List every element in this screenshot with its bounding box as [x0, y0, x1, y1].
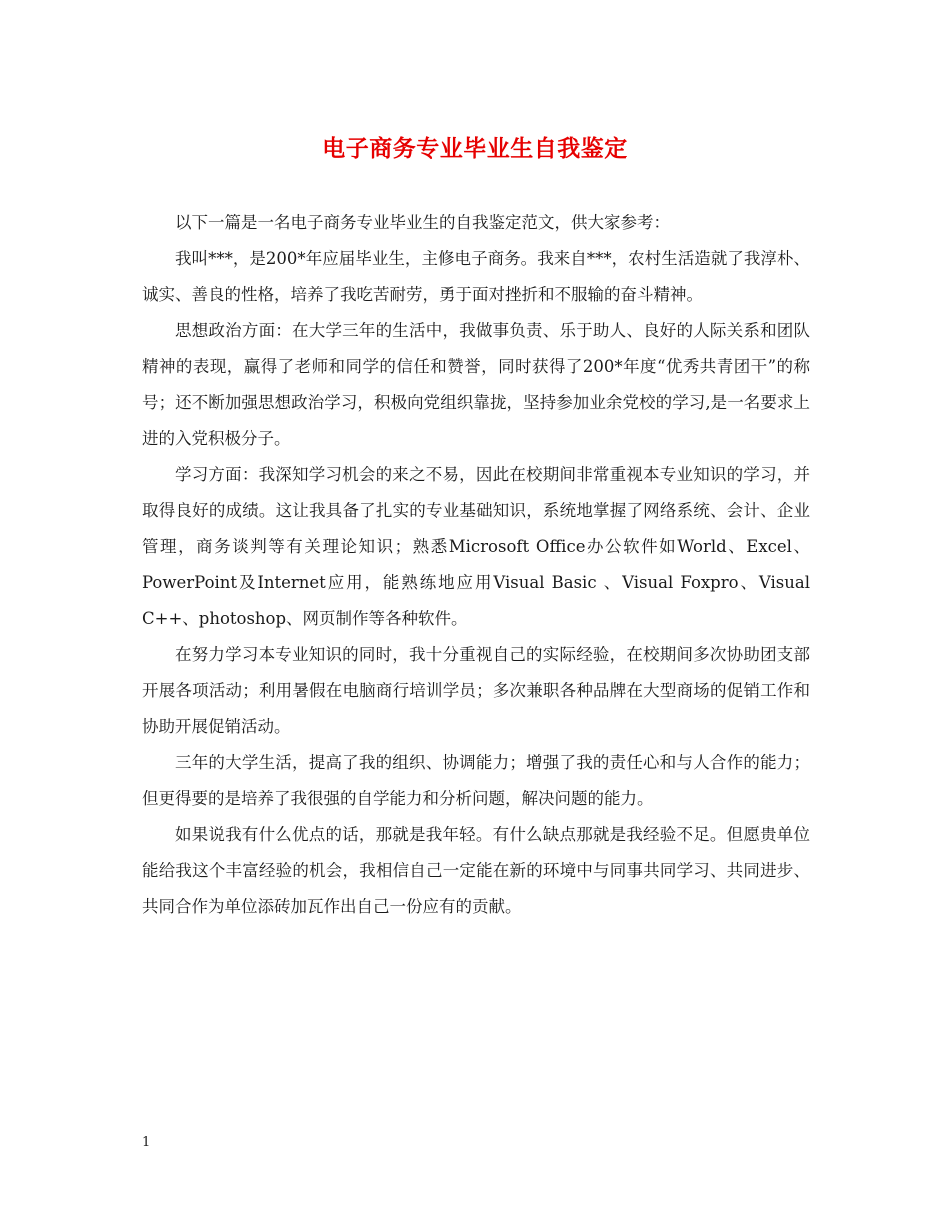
- paragraph-study: 学习方面：我深知学习机会的来之不易，因此在校期间非常重视本专业知识的学习，并取得良好的成绩。这让我具备了扎实的专业基础知识，系统地掌握了网络系统、会计、企业管理，商务谈判等有关理论知识；熟悉Microsoft Office办公软件如World、Excel、PowerPoint及Internet应用，能熟练地应用Visual Basic 、Visual Foxpro、Visual C++、photoshop、网页制作等各种软件。: [142, 465, 810, 628]
- document-title: 电子商务专业毕业生自我鉴定: [322, 136, 628, 162]
- document-body: [142, 205, 810, 925]
- page-number: 1: [142, 1135, 151, 1150]
- paragraph-political: 思想政治方面：在大学三年的生活中，我做事负责、乐于助人、良好的人际关系和团队精神的表现，赢得了老师和同学的信任和赞誉，同时获得了200*年度“优秀共青团干”的称号；还不断加强思想政治学习，积极向党组织靠拢，坚持参加业余党校的学习,是一名要求上进的入党积极分子。: [142, 321, 810, 448]
- paragraph-intro: 以下一篇是一名电子商务专业毕业生的自我鉴定范文，供大家参考：: [175, 213, 670, 232]
- paragraph-practice: 在努力学习本专业知识的同时，我十分重视自己的实际经验，在校期间多次协助团支部开展各项活动；利用暑假在电脑商行培训学员；多次兼职各种品牌在大型商场的促销工作和协助开展促销活动。: [142, 645, 810, 736]
- paragraph-conclusion: 如果说我有什么优点的话，那就是我年轻。有什么缺点那就是我经验不足。但愿贵单位能给我这个丰富经验的机会，我相信自己一定能在新的环境中与同事共同学习、共同进步、共同合作为单位添砖加瓦作出自己一份应有的贡献。: [142, 825, 810, 916]
- paragraph-abilities: 三年的大学生活，提高了我的组织、协调能力；增强了我的责任心和与人合作的能力；但更得要的是培养了我很强的自学能力和分析问题，解决问题的能力。: [142, 753, 810, 808]
- paragraph-self-introduction: 我叫***，是200*年应届毕业生，主修电子商务。我来自***，农村生活造就了我淳朴、诚实、善良的性格，培养了我吃苦耐劳，勇于面对挫折和不服输的奋斗精神。: [142, 249, 810, 304]
